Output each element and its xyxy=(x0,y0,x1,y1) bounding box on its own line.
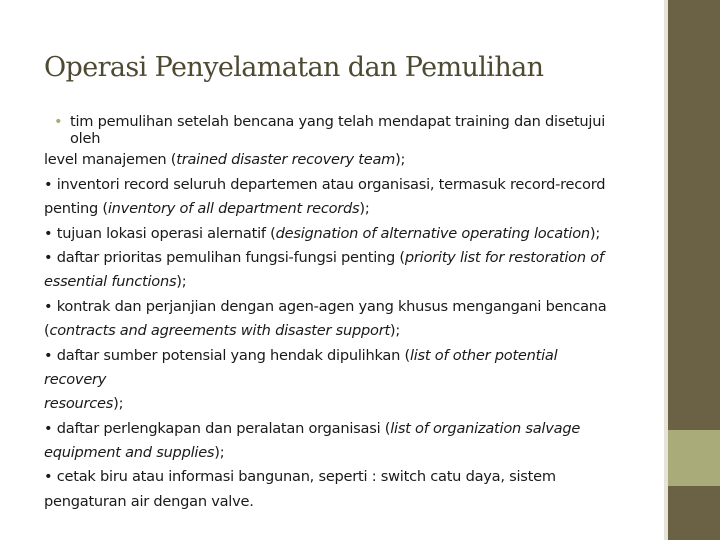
body-text-line xyxy=(44,246,662,270)
body-text-line xyxy=(44,319,662,343)
body-text-lines xyxy=(44,148,662,514)
italic-text-run: priority list for restoration of xyxy=(404,248,604,266)
slide-body xyxy=(44,110,662,514)
text-run: ); xyxy=(359,200,370,218)
text-run: pengaturan air dengan valve. xyxy=(44,492,254,510)
italic-text-run: recovery xyxy=(44,370,107,388)
text-run: ); xyxy=(389,322,401,340)
text-run: penting ( xyxy=(44,200,108,218)
text-run: • daftar perlengkapan dan peralatan organisasi ( xyxy=(44,419,391,437)
text-run: ); xyxy=(214,444,225,462)
first-bullet-item xyxy=(44,110,662,148)
text-run: • inventori record seluruh departemen atau organisasi, termasuk record-record xyxy=(44,175,606,193)
bullet-marker: • xyxy=(54,113,63,130)
italic-text-run: trained disaster recovery team xyxy=(176,151,396,169)
sidebar-decoration-top xyxy=(668,0,720,430)
bullet-text-wrap: oleh xyxy=(70,130,101,148)
italic-text-run: list of other potential xyxy=(409,346,558,364)
italic-text-run: resources xyxy=(44,395,114,413)
text-run: ); xyxy=(113,395,124,413)
body-text-line xyxy=(44,173,662,197)
bullet-text-line: tim pemulihan setelah bencana yang telah mendapat training dan disetujui xyxy=(70,113,606,130)
text-run: level manajemen ( xyxy=(44,151,177,169)
sidebar-decoration-bottom xyxy=(668,486,720,540)
text-run: ); xyxy=(589,224,600,242)
text-run: • daftar sumber potensial yang hendak dipulihkan ( xyxy=(44,346,410,364)
italic-text-run: contracts and agreements with disaster support xyxy=(49,322,390,340)
text-run: • daftar prioritas pemulihan fungsi-fungsi penting ( xyxy=(44,248,405,266)
italic-text-run: essential functions xyxy=(44,273,177,291)
text-run: • cetak biru atau informasi bangunan, seperti : switch catu daya, sistem xyxy=(44,468,556,486)
body-text-line xyxy=(44,148,662,172)
slide-title: Operasi Penyelamatan dan Pemulihan xyxy=(44,52,544,83)
text-run: • kontrak dan perjanjian dengan agen-agen yang khusus mengangani bencana xyxy=(44,297,607,315)
body-text-line xyxy=(44,490,662,514)
text-run: • tujuan lokasi operasi alernatif ( xyxy=(44,224,276,242)
body-text-line xyxy=(44,368,662,392)
italic-text-run: inventory of all department records xyxy=(107,200,360,218)
text-run: ); xyxy=(395,151,406,169)
body-text-line xyxy=(44,270,662,294)
body-text-line xyxy=(44,222,662,246)
body-text-line xyxy=(44,344,662,368)
body-text-line xyxy=(44,441,662,465)
italic-text-run: equipment and supplies xyxy=(44,444,215,462)
body-text-line xyxy=(44,465,662,489)
sidebar-decoration-accent xyxy=(668,430,720,486)
body-text-line xyxy=(44,295,662,319)
body-text-line xyxy=(44,392,662,416)
text-run: ); xyxy=(176,273,187,291)
italic-text-run: list of organization salvage xyxy=(390,419,581,437)
body-text-line xyxy=(44,197,662,221)
italic-text-run: designation of alternative operating location xyxy=(275,224,590,242)
body-text-line xyxy=(44,417,662,441)
text-run: ( xyxy=(44,322,50,340)
